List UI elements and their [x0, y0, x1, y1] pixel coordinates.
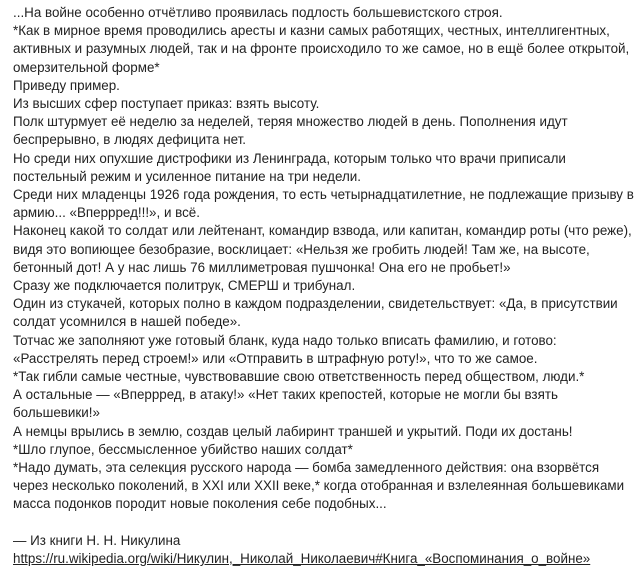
post-line: *Шло глупое, бессмысленное убийство наших солдат* — [13, 441, 353, 457]
post-line: *Так гибли самые честные, чувствовавшие свою ответственность перед обществом, люди.* — [13, 369, 585, 385]
post-line: Из высших сфер поступает приказ: взять высоту. — [13, 96, 320, 112]
post-line: Тотчас же заполняют уже готовый бланк, куда надо только вписать фамилию, и готово: «Расстрелять перед строем!» или «Отправить в штрафную роту!», что то же самое. — [13, 332, 557, 366]
post-line: Но среди них опухшие дистрофики из Ленинграда, которым только что врачи приписали постельный режим и усиленное питание на три недели. — [13, 150, 566, 184]
post-line: ...На войне особенно отчётливо проявилась подлость большевистского строя. — [13, 5, 503, 20]
post-line: Один из стукачей, которых полно в каждом подразделении, свидетельствует: «Да, в присутствии солдат усомнился в нашей победе». — [13, 296, 618, 330]
source-link[interactable]: https://ru.wikipedia.org/wiki/Никулин,_Николай_Николаевич#Книга_«Воспоминания_о_войне» — [13, 551, 591, 567]
post-line: А остальные — «Вперрред, в атаку!» «Нет таких крепостей, которые не могли бы взять большевики!» — [13, 387, 558, 421]
post-line: А немцы врылись в землю, создав целый лабиринт траншей и укрытий. Поди их достань! — [13, 423, 573, 439]
paragraph-spacer — [13, 514, 634, 532]
post-line: Сразу же подключается политрук, СМЕРШ и трибунал. — [13, 278, 356, 294]
post-line: Полк штурмует её неделю за неделей, теряя множество людей в день. Пополнения идут беспрерывно, в людях дефицита нет. — [13, 114, 568, 148]
post-line: Приведу пример. — [13, 77, 120, 93]
post-line: Наконец какой то солдат или лейтенант, командир взвода, или капитан, командир роты (что реже), видя это вопиющее безобразие, восклицает: «Нельзя же гробить людей! Там же, на высоте, бетонный дот! А у нас лишь 76 миллиметровая пушчонка! Она его не пробьет!» — [13, 223, 632, 275]
post-line: *Надо думать, эта селекция русского народа — бомба замедленного действия: она взорвётся через несколько поколений, в XXI или XXII веке,* когда отобранная и взлелеянная большевиками масса подонков породит новые поколения себе подобных... — [13, 460, 625, 512]
post-line: *Как в мирное время проводились аресты и казни самых работящих, честных, интеллигентных, активных и разумных людей, так и на фронте происходило то же самое, но в ещё более открытой, омерзительной форме* — [13, 23, 630, 75]
post-line: Среди них младенцы 1926 года рождения, то есть четырнадцатилетние, не подлежащие призыву в армию... «Вперрред!!!», и всё. — [13, 187, 634, 221]
citation: — Из книги Н. Н. Никулина — [13, 532, 181, 548]
